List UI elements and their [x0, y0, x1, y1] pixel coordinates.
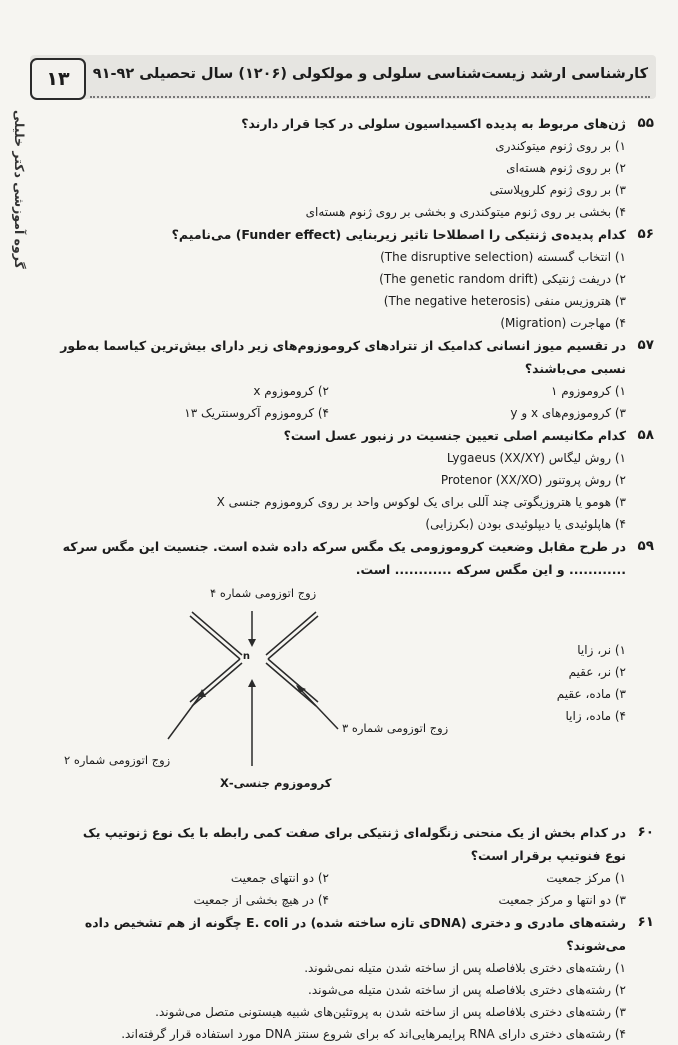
question-text: در طرح مقابل وضعیت کروموزومی یک مگس سرکه داده شده است. جنسیت این مگس سرکه ............ و این مگس سرکه ............ است. [62, 539, 626, 577]
question-58 [60, 424, 654, 447]
option: ۱) مرکز جمعیت [546, 871, 626, 885]
option: ۲) روش پروتنور (XX/XO) Protenor [440, 473, 626, 487]
option: ۱) کروموزوم ۱ [551, 384, 626, 398]
option-row [60, 889, 654, 911]
question-number: ۵۹ [637, 538, 654, 554]
option: ۴) بخشی بر روی ژنوم میتوکندری و بخشی بر روی ژنوم هسته‌ای [305, 205, 626, 219]
option: ۲) نر، عقیم [568, 665, 626, 679]
option: ۴) کروموزوم آکروسنتریک ۱۳ [184, 406, 329, 420]
question-number: ۵۸ [637, 427, 654, 443]
arrow-pair3 [300, 689, 338, 729]
question-59 [60, 535, 654, 581]
chromosome-pair3-d [266, 663, 316, 706]
option-row [60, 867, 654, 889]
option: ۴) هاپلوئیدی یا دیپلوئیدی بودن (بکرزایی) [425, 517, 626, 531]
question-number: ۶۰ [637, 824, 654, 840]
option: ۱) بر روی ژنوم میتوکندری [495, 139, 626, 153]
option: ۴) در هیچ بخشی از جمعیت [193, 893, 329, 907]
option: ۱) رشته‌های دختری بلافاصله پس از ساخته شدن متیله نمی‌شوند. [304, 961, 626, 975]
option: ۲) دو انتهای جمعیت [230, 871, 329, 885]
option: ۲) بر روی ژنوم هسته‌ای [506, 161, 626, 175]
option-row [60, 380, 654, 402]
arrow-pair2 [168, 693, 202, 739]
question-text: کدام پدیده‌ی ژنتیکی را اصطلاحا تاثیر زیربنایی (Funder effect) می‌نامیم؟ [171, 227, 626, 242]
chromosome-diagram [60, 581, 654, 821]
option: ۴) مهاجرت (Migration) [500, 316, 626, 330]
chromosome-pair2-d [192, 663, 242, 706]
label-pair3: زوج اتوزومی شماره ۳ [342, 721, 449, 735]
option: ۱) روش لیگاس (XX/XY) Lygaeus [446, 451, 626, 465]
question-number: ۵۵ [637, 115, 654, 131]
chromosome-pair3-a [268, 616, 318, 659]
option: ۱) انتخاب گسسته (The disruptive selection) [380, 250, 626, 264]
option: ۳) ماده، عقیم [556, 687, 626, 701]
option: ۳) دو انتها و مرکز جمعیت [498, 893, 626, 907]
question-59-options [557, 639, 654, 727]
page-number: ۱۳ [30, 58, 86, 100]
arrow-pair4-head [248, 639, 256, 647]
option: ۳) کروموزوم‌های x و y [510, 406, 626, 420]
label-x: کروموزوم جنسی-X [220, 776, 332, 790]
question-text: در کدام بخش از یک منحنی زنگوله‌ای ژنتیکی برای صفت کمی رابطه با یک نوع ژنوتیپ یک نوع فنوتیپ برقرار است؟ [82, 825, 626, 863]
option: ۳) هومو یا هتروزیگوتی چند آللی برای یک لوکوس واحد بر روی کروموزوم جنسی X [216, 495, 626, 509]
question-55 [60, 112, 654, 135]
chromosome-pair2-b [192, 612, 242, 655]
label-pair4: زوج اتوزومی شماره ۴ [210, 586, 317, 600]
header-divider [90, 96, 650, 98]
side-brand: گروه آموزشی دکتر خلیلی [12, 109, 27, 269]
chromosome-pair4-dot: n [242, 651, 250, 662]
option: ۳) بر روی ژنوم کلروپلاستی [489, 183, 626, 197]
question-text: در تقسیم میوز انسانی کدامیک از تترادهای کروموزوم‌های زیر دارای بیش‌ترین کیاسما به‌طور نسبی می‌باشند؟ [60, 338, 626, 376]
questions-list [60, 112, 654, 1045]
question-61 [60, 911, 654, 957]
option: ۳) رشته‌های دختری بلافاصله پس از ساخته شدن به پروتئین‌های شبیه هیستونی متصل می‌شوند. [155, 1005, 626, 1019]
question-56 [60, 223, 654, 246]
chromosome-pair3-c [268, 659, 318, 702]
option: ۱) نر، زایا [577, 643, 626, 657]
option-row [60, 402, 654, 424]
chromosome-pair3-b [266, 612, 316, 655]
chromosome-pair2-c [190, 659, 240, 702]
arrow-pair3-head [296, 685, 306, 693]
option: ۳) هتروزیس منفی (The negative heterosis) [383, 294, 626, 308]
header-title: کارشناسی ارشد زیست‌شناسی سلولی و مولکولی (۱۲۰۶) سال تحصیلی ۹۲-۹۱ [92, 66, 648, 82]
option: ۲) کروموزوم x [253, 384, 329, 398]
question-57 [60, 334, 654, 380]
label-pair2: زوج اتوزومی شماره ۲ [64, 753, 171, 767]
question-text: رشته‌های مادری و دختری (DNAی تازه ساخته شده) در E. coli چگونه از هم تشخیص داده می‌شوند؟ [84, 915, 626, 953]
question-text: ژن‌های مربوط به پدیده اکسیداسیون سلولی در کجا قرار دارند؟ [241, 116, 626, 131]
option: ۲) دریفت ژنتیکی (The genetic random drift) [379, 272, 626, 286]
question-text: کدام مکانیسم اصلی تعیین جنسیت در زنبور عسل است؟ [283, 428, 626, 443]
chromosome-pair2-a [190, 616, 240, 659]
option: ۴) رشته‌های دختری دارای RNA پرایمرهایی‌اند که برای شروع سنتز DNA مورد استفاده قرار گرفته‌اند. [121, 1027, 626, 1041]
question-number: ۵۷ [637, 337, 654, 353]
question-60 [60, 821, 654, 867]
question-number: ۵۶ [637, 226, 654, 242]
question-number: ۶۱ [637, 914, 654, 930]
arrow-x-head [248, 679, 256, 687]
option: ۲) رشته‌های دختری بلافاصله پس از ساخته شدن متیله می‌شوند. [308, 983, 626, 997]
option: ۴) ماده، زایا [565, 709, 626, 723]
